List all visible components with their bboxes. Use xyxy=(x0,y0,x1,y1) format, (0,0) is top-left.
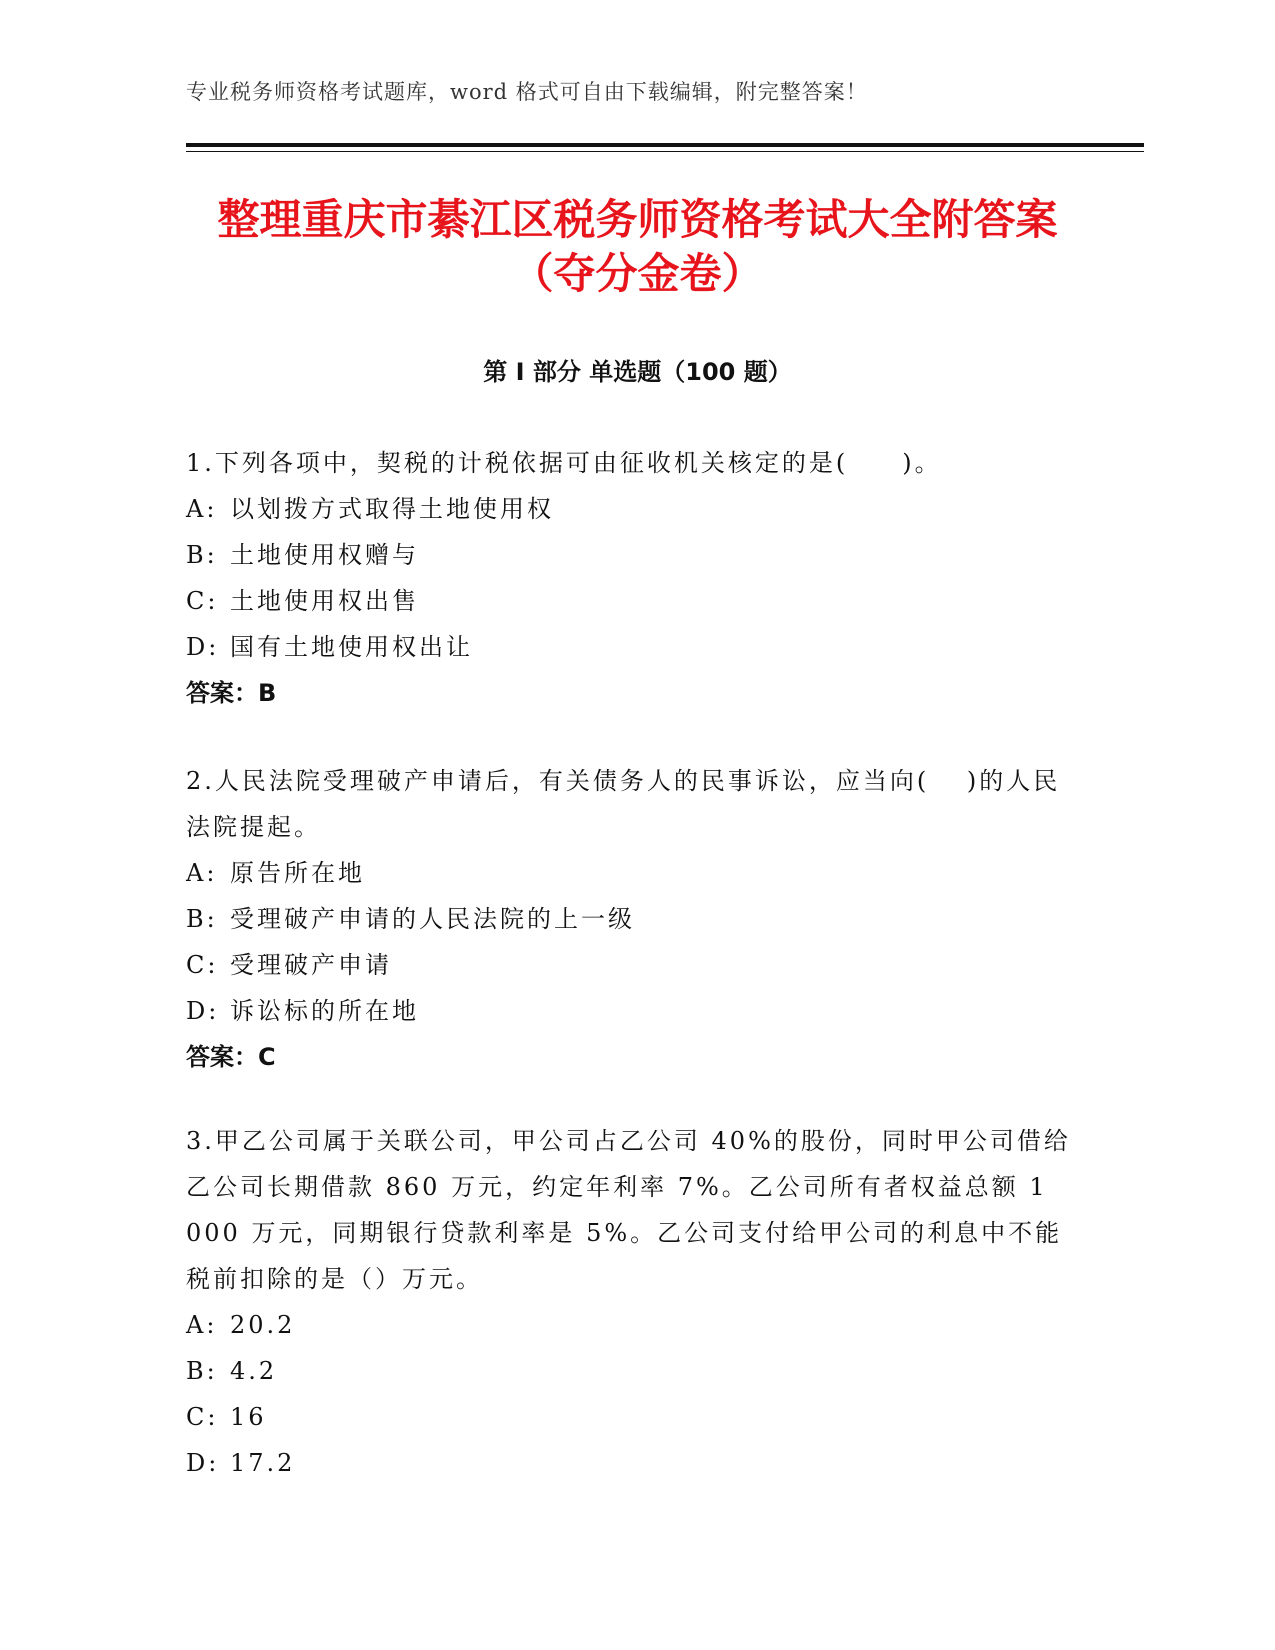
option-key: C: xyxy=(186,1403,219,1431)
option-a xyxy=(186,486,1086,532)
header-note: 专业税务师资格考试题库，word 格式可自由下载编辑，附完整答案！ xyxy=(186,80,868,104)
option-text: 20.2 xyxy=(230,1311,296,1339)
question-stem: 2.人民法院受理破产申请后，有关债务人的民事诉讼，应当向( )的人民法院提起。 xyxy=(186,767,1061,841)
option-key: B: xyxy=(186,541,218,569)
option-text: 4.2 xyxy=(230,1357,278,1385)
document-title: 整理重庆市綦江区税务师资格考试大全附答案（夺分金卷） xyxy=(217,195,1058,298)
question-1 xyxy=(186,440,1086,716)
option-text: 16 xyxy=(230,1403,267,1431)
section-title: 第 I 部分 单选题（100 题） xyxy=(483,358,792,386)
option-text: 受理破产申请的人民法院的上一级 xyxy=(230,905,635,933)
option-key: A: xyxy=(186,495,218,523)
option-text: 土地使用权出售 xyxy=(230,587,419,615)
option-text: 土地使用权赠与 xyxy=(230,541,419,569)
option-key: D: xyxy=(186,997,220,1025)
option-key: B: xyxy=(186,905,218,933)
option-d xyxy=(186,1440,1086,1486)
option-text: 17.2 xyxy=(230,1449,296,1477)
question-3 xyxy=(186,1118,1086,1486)
option-text: 诉讼标的所在地 xyxy=(230,997,419,1025)
option-key: D: xyxy=(186,633,220,661)
option-text: 原告所在地 xyxy=(230,859,365,887)
option-c xyxy=(186,1394,1086,1440)
option-d xyxy=(186,624,1086,670)
option-b xyxy=(186,532,1086,578)
option-key: A: xyxy=(186,1311,218,1339)
answer-label: 答案：B xyxy=(186,679,277,707)
option-b xyxy=(186,1348,1086,1394)
question-2 xyxy=(186,758,1086,1080)
option-text: 国有土地使用权出让 xyxy=(230,633,473,661)
option-a xyxy=(186,1302,1086,1348)
option-key: C: xyxy=(186,587,219,615)
answer-label: 答案：C xyxy=(186,1043,276,1071)
option-key: A: xyxy=(186,859,218,887)
option-key: D: xyxy=(186,1449,220,1477)
option-a xyxy=(186,850,1086,896)
option-b xyxy=(186,896,1086,942)
option-c xyxy=(186,578,1086,624)
header-divider-thin xyxy=(186,151,1144,152)
option-text: 以划拨方式取得土地使用权 xyxy=(230,495,554,523)
option-text: 受理破产申请 xyxy=(230,951,392,979)
header-divider-thick xyxy=(186,143,1144,147)
question-stem: 1.下列各项中，契税的计税依据可由征收机关核定的是( )。 xyxy=(186,449,942,477)
question-stem: 3.甲乙公司属于关联公司，甲公司占乙公司 40%的股份，同时甲公司借给乙公司长期借款 860 万元，约定年利率 7%。乙公司所有者权益总额 1 000 万元，同期银行贷款利率是 5%。乙公司支付给甲公司的利息中不能税前扣除的是（）万元。 xyxy=(186,1127,1071,1293)
option-key: B: xyxy=(186,1357,218,1385)
option-c xyxy=(186,942,1086,988)
option-d xyxy=(186,988,1086,1034)
option-key: C: xyxy=(186,951,219,979)
